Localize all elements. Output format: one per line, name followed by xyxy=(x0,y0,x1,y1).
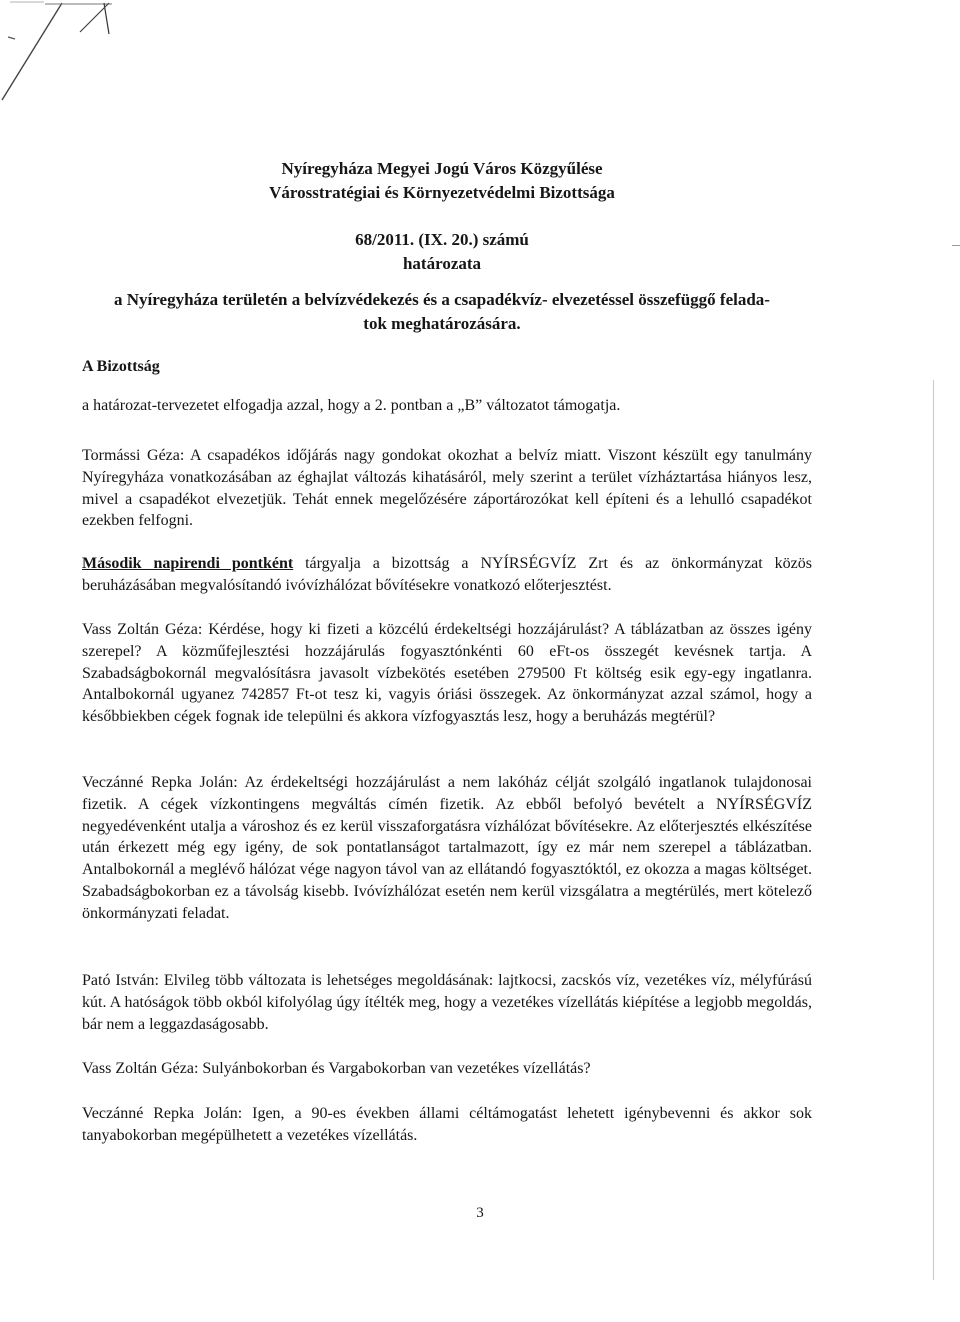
page-number: 3 xyxy=(476,1205,484,1221)
scan-edge-dash xyxy=(952,245,960,246)
paragraph-vass-1: Vass Zoltán Géza: Kérdése, hogy ki fizeti a közcélú érdekeltségi hozzájárulást? A táblázatban az összes igény szerepel? A közműfejlesztési hozzájárulás fogyasztónkénti 60 eFt-os összegét kevésnek tartja. A Szabadságbokornál megvalósításra javasolt vízbekötés esetében 279500 Ft költség esik egy-egy ingatlanra. Antalbokornál ugyanez 742857 Ft-ot tesz ki, vagyis óriási összegek. Az önkormányzat azzal számol, hogy a későbbiekben cégek fognak ide települni és akkora vízfogyasztás lesz, hogy a beruházás megtérül? xyxy=(82,621,812,726)
resolution-word: határozata xyxy=(402,254,482,273)
paragraph-vass-2: Vass Zoltán Géza: Sulyánbokorban és Vargabokorban van vezetékes vízellátás? xyxy=(82,1060,591,1077)
organization-header xyxy=(82,157,802,205)
organization-name: Nyíregyháza Megyei Jogú Város Közgyűlése xyxy=(281,159,603,178)
resolution-heading xyxy=(82,228,802,276)
scan-right-edge-line xyxy=(933,380,934,1280)
second-agenda-text: tárgyalja a bizottság a NYÍRSÉGVÍZ Zrt és az önkormányzat közös beruházásában megvalósítandó ivóvízhálózat bővítésekre vonatkozó előterjesztést. xyxy=(82,555,812,594)
decision-text: a határozat-tervezetet elfogadja azzal, hogy a 2. pontban a „B” változatot támogatja. xyxy=(82,397,621,414)
resolution-number: 68/2011. (IX. 20.) számú xyxy=(355,230,529,249)
paragraph-pato: Pató István: Elvileg több változata is lehetséges megoldásának: lajtkocsi, zacskós víz, vezetékes víz, mélyfúrású kút. A hatóságok több okból kifolyólag úgy ítélték meg, hogy a vezetékes vízellátás kiépítése a legjobb megoldás, bár nem a leggazdaságosabb. xyxy=(82,972,812,1033)
scan-corner-marks xyxy=(0,0,130,110)
paragraph-second-agenda xyxy=(82,553,812,597)
paragraph-veczanne-1: Veczánné Repka Jolán: Az érdekeltségi hozzájárulást a nem lakóház célját szolgáló ingatlanok tulajdonosai fizetik. A cégek vízkontingens megváltás címén fizetik. Az ebből befolyó bevételt a NYÍRSÉGVÍZ negyedévenként utalja a városhoz és ez kerül visszaforgatásra vízhálózat bővítésekre. Az előterjesztés elkészítése után érkezett még egy igény, de sok pontatlanságot tartalmazott, így ez már nem szerepel a táblázatban. Antalbokornál a meglévő hálózat vége nagyon távol van az ellátandó fogyasztóktól, ez okozza a magas költséget. Szabadságbokorban ez a távolság kisebb. Ivóvízhálózat esetén nem kerül vizsgálatra a megtérülés, mert kötelező önkormányzati feladat. xyxy=(82,774,812,922)
second-agenda-title: Második napirendi pontként xyxy=(82,555,294,572)
subject-line-1: a Nyíregyháza területén a belvízvédekezés és a csapadékvíz- elvezetéssel összefüggő felada- xyxy=(114,290,770,309)
committee-label: A Bizottság xyxy=(82,358,160,375)
paragraph-tormassi: Tormássi Géza: A csapadékos időjárás nagy gondokat okozhat a belvíz miatt. Viszont készült egy tanulmány Nyíregyháza vonatkozásában az éghajlat változás kihatásáról, mely szerint a terület vízháztartása hiányos lesz, mivel a csapadékot elvezetjük. Tehát ennek megelőzésére záportározókat kell építeni és a lehulló csapadékot ezekben felfogni. xyxy=(82,447,812,530)
subject-line-2: tok meghatározására. xyxy=(363,314,521,333)
committee-name: Városstratégiai és Környezetvédelmi Bizottsága xyxy=(269,183,615,202)
resolution-subject xyxy=(82,288,802,336)
paragraph-veczanne-2: Veczánné Repka Jolán: Igen, a 90-es években állami céltámogatást lehetett igénybevenni és akkor sok tanyabokorban megépülhetett a vezetékes vízellátás. xyxy=(82,1105,812,1144)
